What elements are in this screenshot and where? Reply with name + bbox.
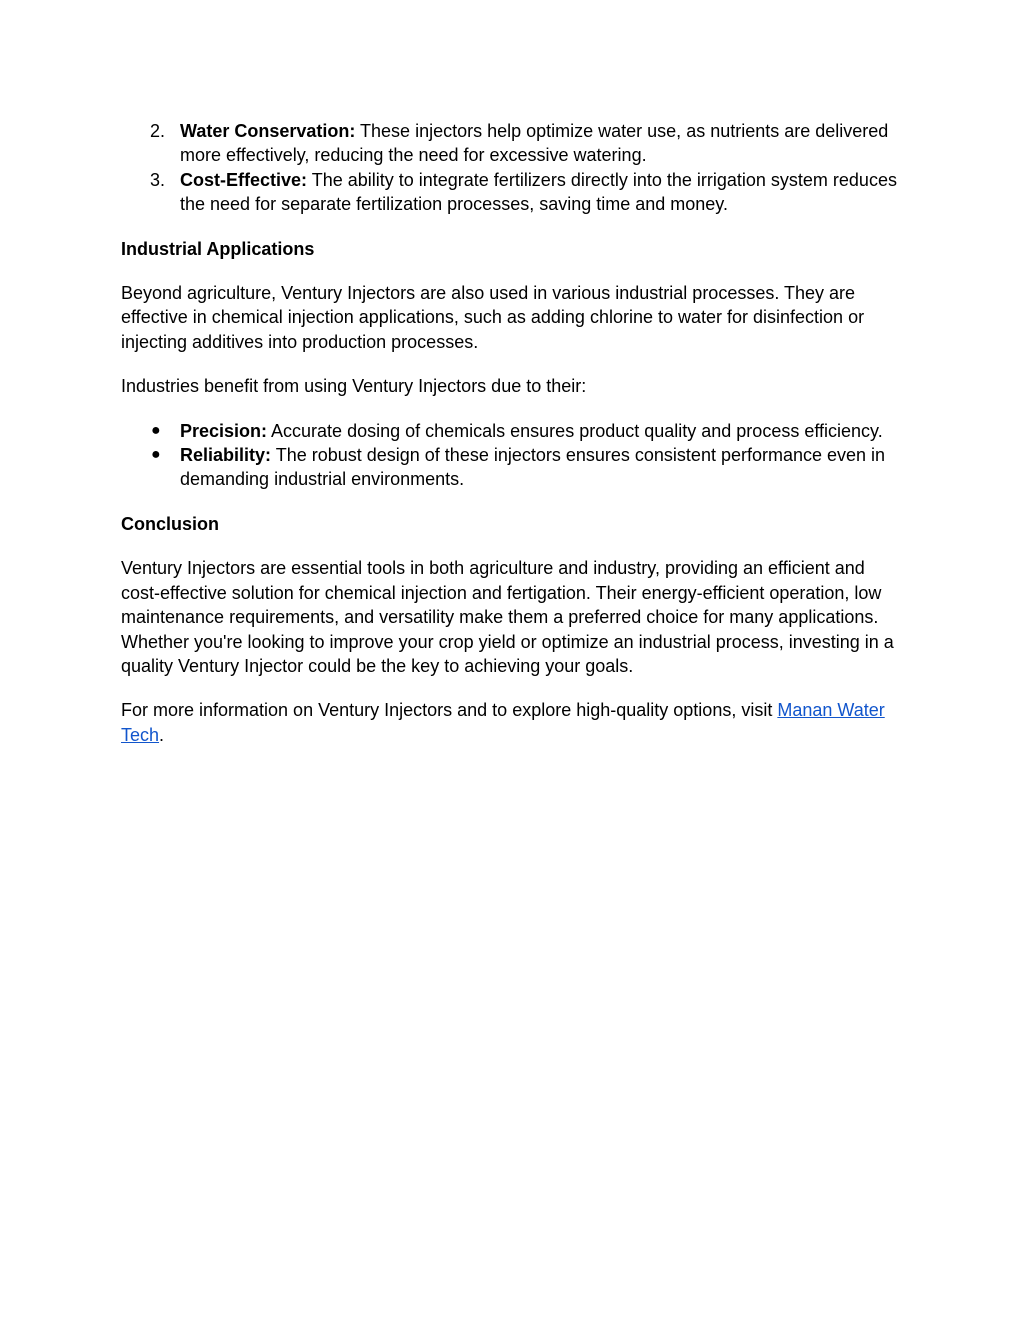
list-number: 3. [150, 169, 166, 190]
document-page [121, 119, 906, 767]
list-item [121, 443, 906, 492]
more-info-paragraph [121, 698, 906, 747]
list-item [121, 119, 906, 168]
conclusion-paragraph: Ventury Injectors are essential tools in both agriculture and industry, providing an efficient and cost-effective solution for chemical injection and fertigation. Their energy-efficient operation, low maintenance requirements, and versatility make them a preferred choice for many applications. Whether you're looking to improve your crop yield or optimize an industrial process, investing in a quality Ventury Injector could be the key to achieving your goals. [121, 558, 894, 676]
benefits-numbered-list [121, 119, 906, 217]
list-number: 2. [150, 121, 166, 141]
industrial-applications-heading: Industrial Applications [121, 238, 315, 259]
industrial-paragraph: Beyond agriculture, Ventury Injectors are also used in various industrial processes. They are effective in chemical injection applications, such as adding chlorine to water for disinfection or injecting additives into production processes. [121, 283, 865, 352]
list-item-text: The robust design of these injectors ensures consistent performance even in demanding industrial environments. [180, 445, 886, 490]
list-item-term: Water Conservation: [180, 121, 356, 141]
more-info-prefix: For more information on Ventury Injectors and to explore high-quality options, visit [121, 700, 778, 721]
manan-water-tech-link[interactable]: Manan Water Tech [121, 700, 885, 745]
list-item-term: Reliability: [180, 445, 272, 466]
list-item-text: The ability to integrate fertilizers directly into the irrigation system reduces the need for separate fertilization processes, saving time and money. [180, 169, 897, 215]
list-item-text: Accurate dosing of chemicals ensures product quality and process efficiency. [267, 420, 883, 441]
bullet-icon: ● [151, 421, 161, 439]
list-item [121, 168, 906, 217]
bullet-icon: ● [151, 446, 161, 464]
more-info-suffix: . [159, 724, 165, 745]
list-item-text: These injectors help optimize water use, as nutrients are delivered more effectively, reducing the need for excessive watering. [180, 121, 889, 166]
conclusion-heading: Conclusion [121, 513, 219, 534]
industrial-benefits-list [121, 419, 906, 492]
list-item-term: Cost-Effective: [180, 169, 308, 190]
list-item [121, 419, 906, 443]
industries-intro: Industries benefit from using Ventury Injectors due to their: [121, 376, 587, 397]
list-item-term: Precision: [180, 420, 268, 441]
